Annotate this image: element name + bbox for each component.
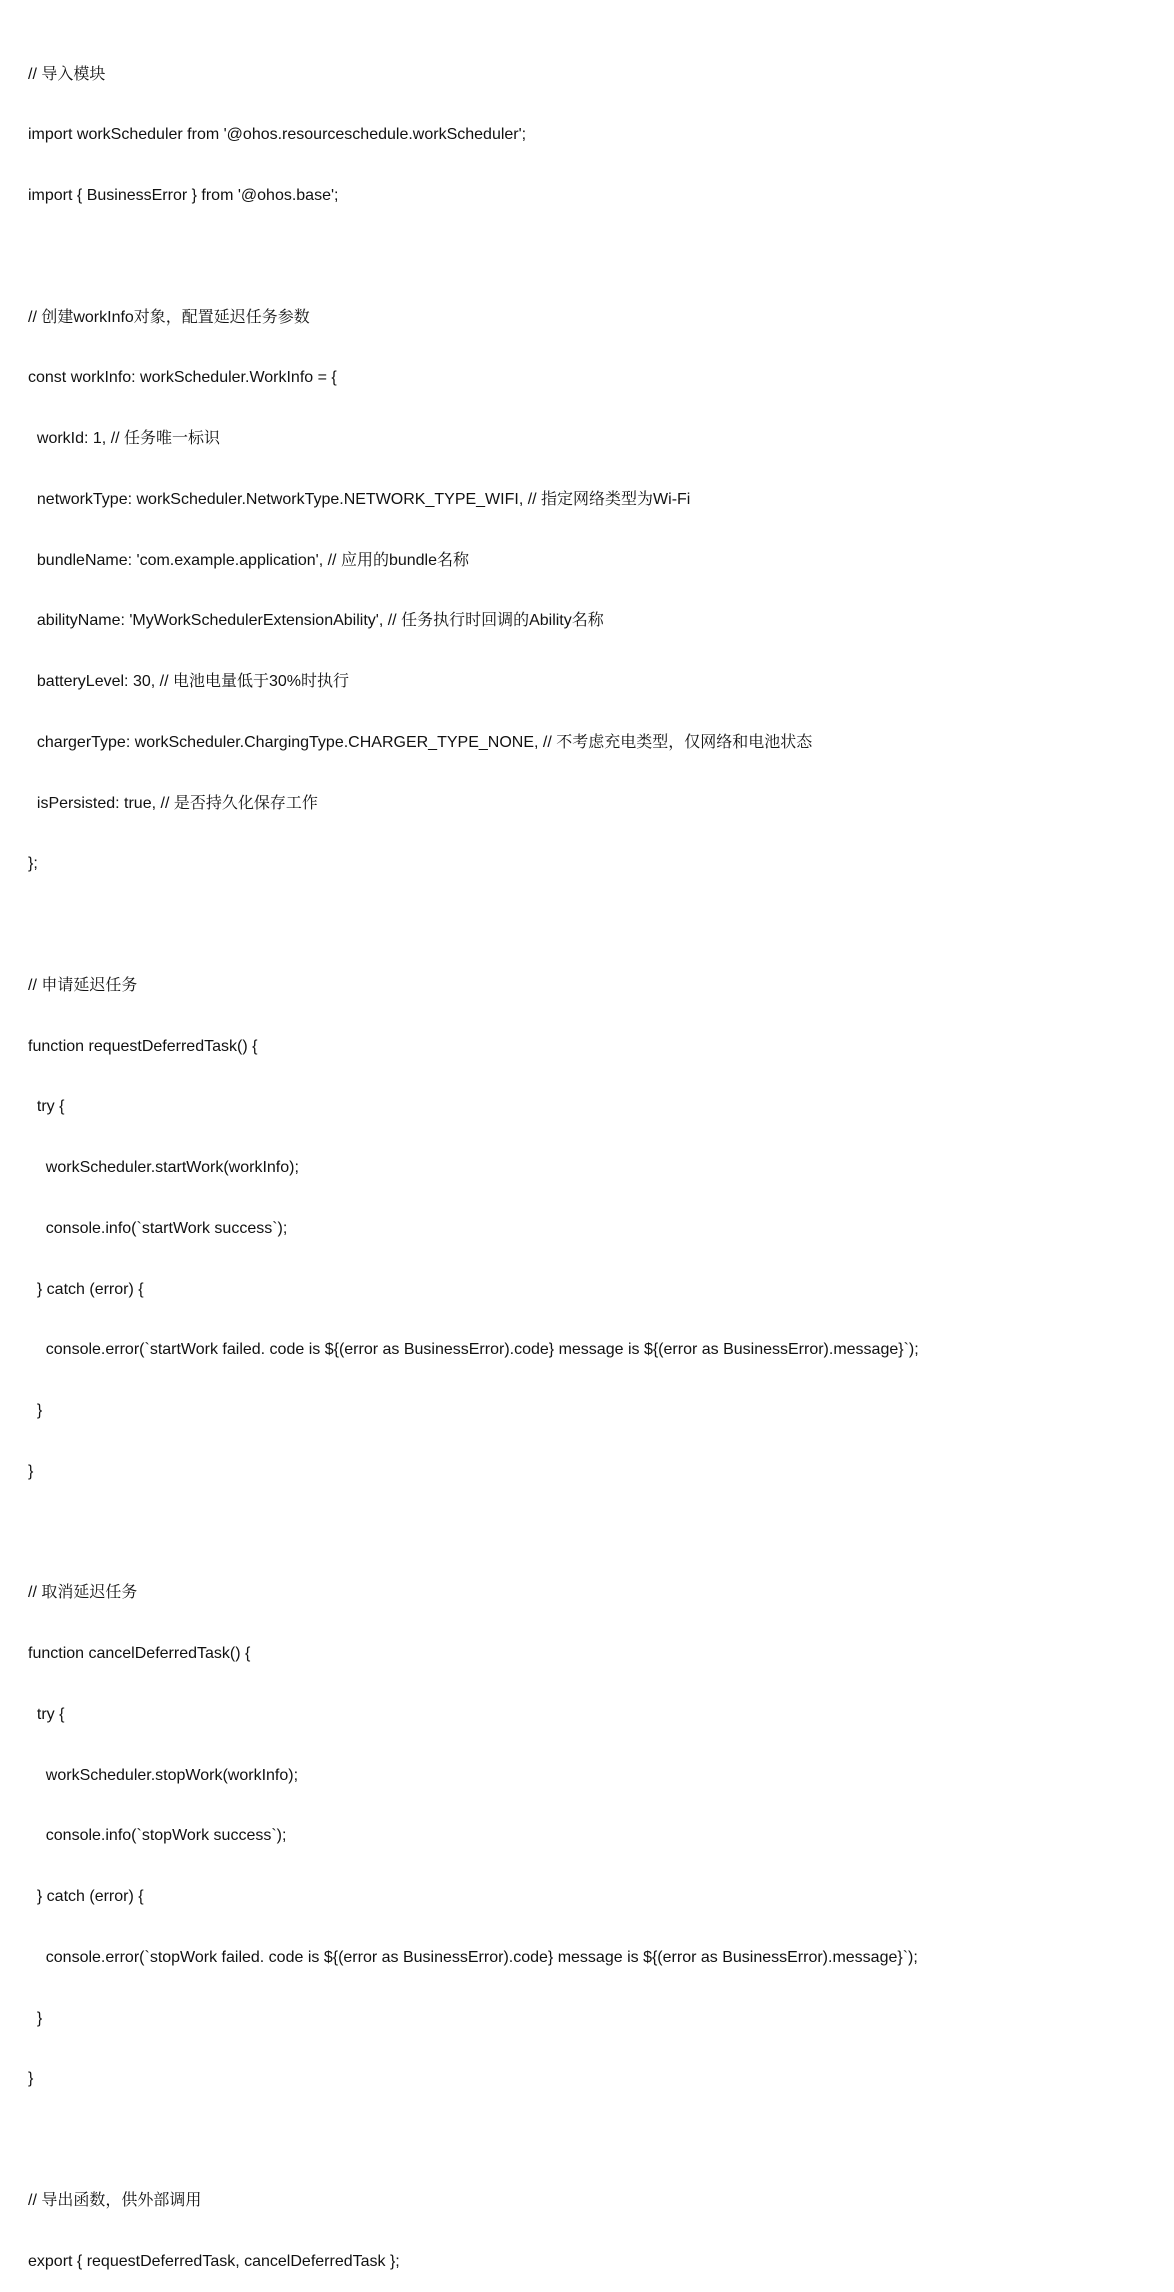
code-line: networkType: workScheduler.NetworkType.NETWORK_TYPE_WIFI, // 指定网络类型为Wi-Fi xyxy=(28,490,691,508)
code-line: // 创建workInfo对象，配置延迟任务参数 xyxy=(28,308,310,326)
code-line: // 取消延迟任务 xyxy=(28,1584,138,1602)
code-line: chargerType: workScheduler.ChargingType.CHARGER_TYPE_NONE, // 不考虑充电类型，仅网络和电池状态 xyxy=(28,733,813,751)
code-line: batteryLevel: 30, // 电池电量低于30%时执行 xyxy=(28,673,349,690)
code-line xyxy=(28,915,1158,935)
code-line: export { requestDeferredTask, cancelDeferredTask }; xyxy=(28,2252,400,2270)
code-line: } xyxy=(28,1462,34,1480)
code-line: workId: 1, // 任务唯一标识 xyxy=(28,430,221,447)
code-line: function cancelDeferredTask() { xyxy=(28,1645,251,1662)
code-line: // 导入模块 xyxy=(28,65,106,83)
code-line: console.info(`stopWork success`); xyxy=(28,1827,287,1845)
code-line xyxy=(28,1523,1158,1543)
code-line: function requestDeferredTask() { xyxy=(28,1037,258,1055)
code-line: import workScheduler from '@ohos.resourceschedule.workScheduler'; xyxy=(28,126,527,144)
code-line: abilityName: 'MyWorkSchedulerExtensionAbility', // 任务执行时回调的Ability名称 xyxy=(28,612,604,630)
code-line: try { xyxy=(28,1705,65,1723)
code-line: } catch (error) { xyxy=(28,1280,144,1298)
code-line: workScheduler.stopWork(workInfo); xyxy=(28,1766,299,1784)
code-line: isPersisted: true, // 是否持久化保存工作 xyxy=(28,794,318,812)
code-line: } xyxy=(28,2009,43,2027)
code-line: // 申请延迟任务 xyxy=(28,976,138,994)
code-line xyxy=(28,2130,1158,2150)
code-line: try { xyxy=(28,1098,65,1116)
code-line: bundleName: 'com.example.application', // 应用的bundle名称 xyxy=(28,551,469,569)
code-line: } xyxy=(28,1402,43,1419)
code-line: console.error(`startWork failed. code is ${(error as BusinessError).code} message is ${(error as BusinessError).message}`); xyxy=(28,1341,919,1359)
code-line: console.info(`startWork success`); xyxy=(28,1219,288,1237)
code-line: workScheduler.startWork(workInfo); xyxy=(28,1159,299,1176)
code-line xyxy=(28,247,1158,267)
code-line: }; xyxy=(28,855,38,873)
code-line: const workInfo: workScheduler.WorkInfo = { xyxy=(28,369,337,387)
code-listing xyxy=(28,24,1158,2292)
code-line: console.error(`stopWork failed. code is ${(error as BusinessError).code} message is ${(error as BusinessError).message}`); xyxy=(28,1948,918,1966)
code-line: // 导出函数，供外部调用 xyxy=(28,2191,202,2209)
code-line: } catch (error) { xyxy=(28,1888,144,1905)
code-line: import { BusinessError } from '@ohos.base'; xyxy=(28,187,339,204)
code-line: } xyxy=(28,2070,34,2088)
